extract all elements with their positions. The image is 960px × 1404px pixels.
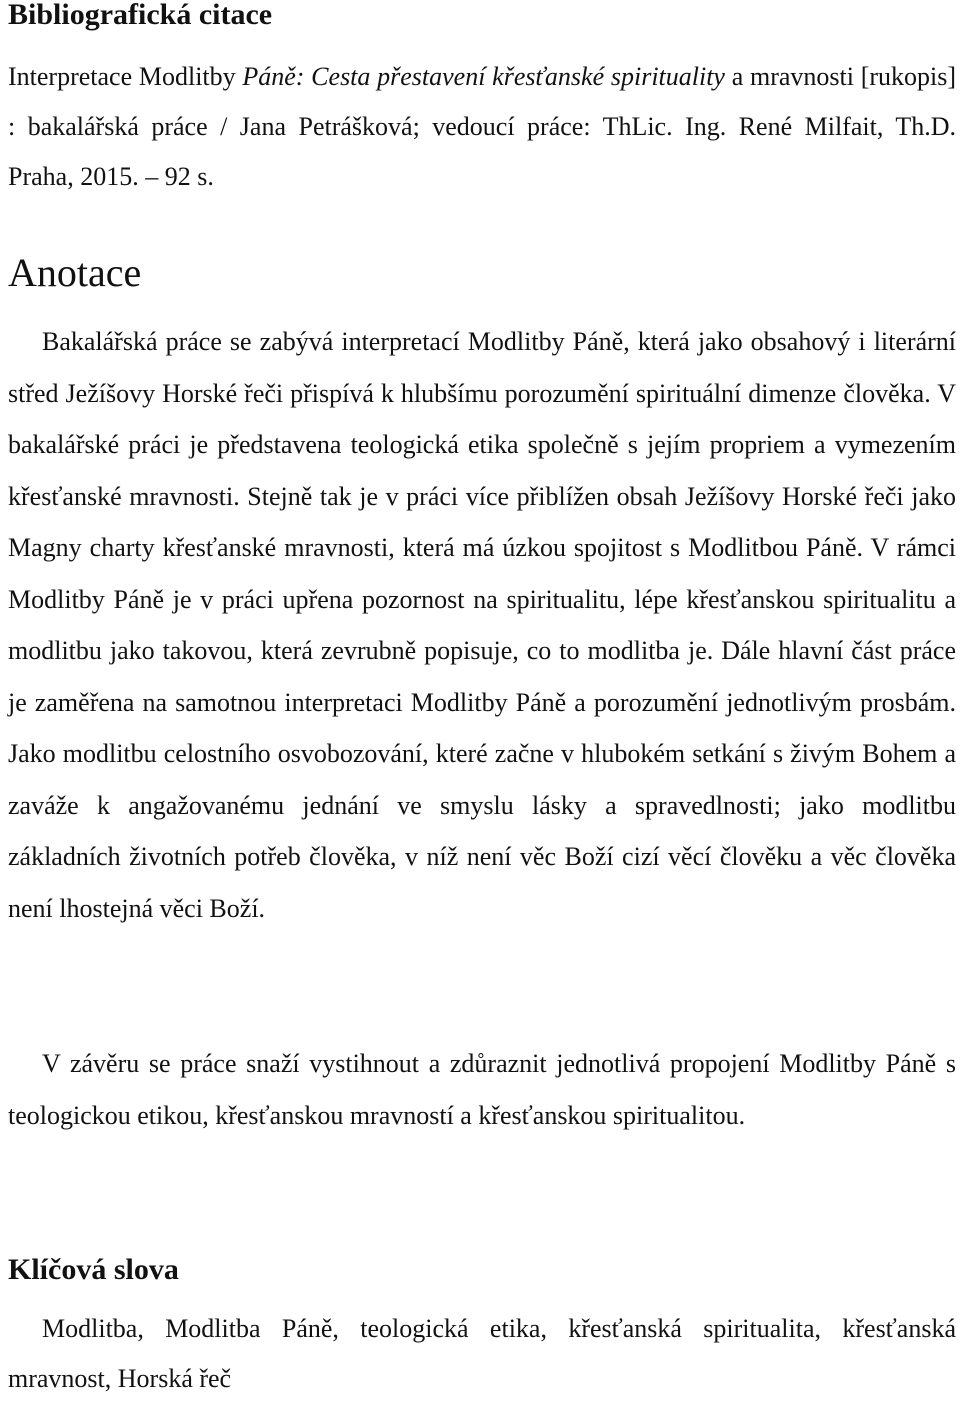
citation-text-part1: Interpretace Modlitby <box>8 62 243 91</box>
citation-text-part2: a mravnosti [rukopis] : bakalářská práce / Jana Petrášková; vedoucí práce: ThLic. Ing. René Milfait, Th.D. Praha, 2015. – 92 s. <box>8 62 957 191</box>
annotation-heading: Anotace <box>8 250 142 295</box>
citation-title-italic: Páně: Cesta přestavení křesťanské spirituality <box>242 62 725 91</box>
keywords-text: Modlitba, Modlitba Páně, teologická etika, křesťanská spiritualita, křesťanská mravnost, Horská řeč <box>8 1314 956 1393</box>
keywords-heading: Klíčová slova <box>8 1253 179 1286</box>
citation-text <box>8 52 956 202</box>
annotation-paragraph-2: V závěru se práce snaží vystihnout a zdůraznit jednotlivá propojení Modlitby Páně s teologickou etikou, křesťanskou mravností a křesťanskou spiritualitou. <box>8 1049 956 1130</box>
citation-heading: Bibliografická citace <box>8 0 273 31</box>
annotation-paragraph-1: Bakalářská práce se zabývá interpretací Modlitby Páně, která jako obsahový i literární střed Ježíšovy Horské řeči přispívá k hlubšímu porozumění spirituální dimenze člověka. V bakalářské práci je představena teologická etika společně s jejím propriem a vymezením křesťanské mravnosti. Stejně tak je v práci více přiblížen obsah Ježíšovy Horské řeči jako Magny charty křesťanské mravnosti, která má úzkou spojitost s Modlitbou Páně. V rámci Modlitby Páně je v práci upřena pozornost na spiritualitu, lépe křesťanskou spiritualitu a modlitbu jako takovou, která zevrubně popisuje, co to modlitba je. Dále hlavní část práce je zaměřena na samotnou interpretaci Modlitby Páně a porozumění jednotlivým prosbám. Jako modlitbu celostního osvobozování, které začne v hlubokém setkání s živým Bohem a zaváže k angažovanému jednání ve smyslu lásky a spravedlnosti; jako modlitbu základních životních potřeb člověka, v níž není věc Boží cizí věcí člověku a věc člověka není lhostejná věci Boží. <box>8 327 956 923</box>
